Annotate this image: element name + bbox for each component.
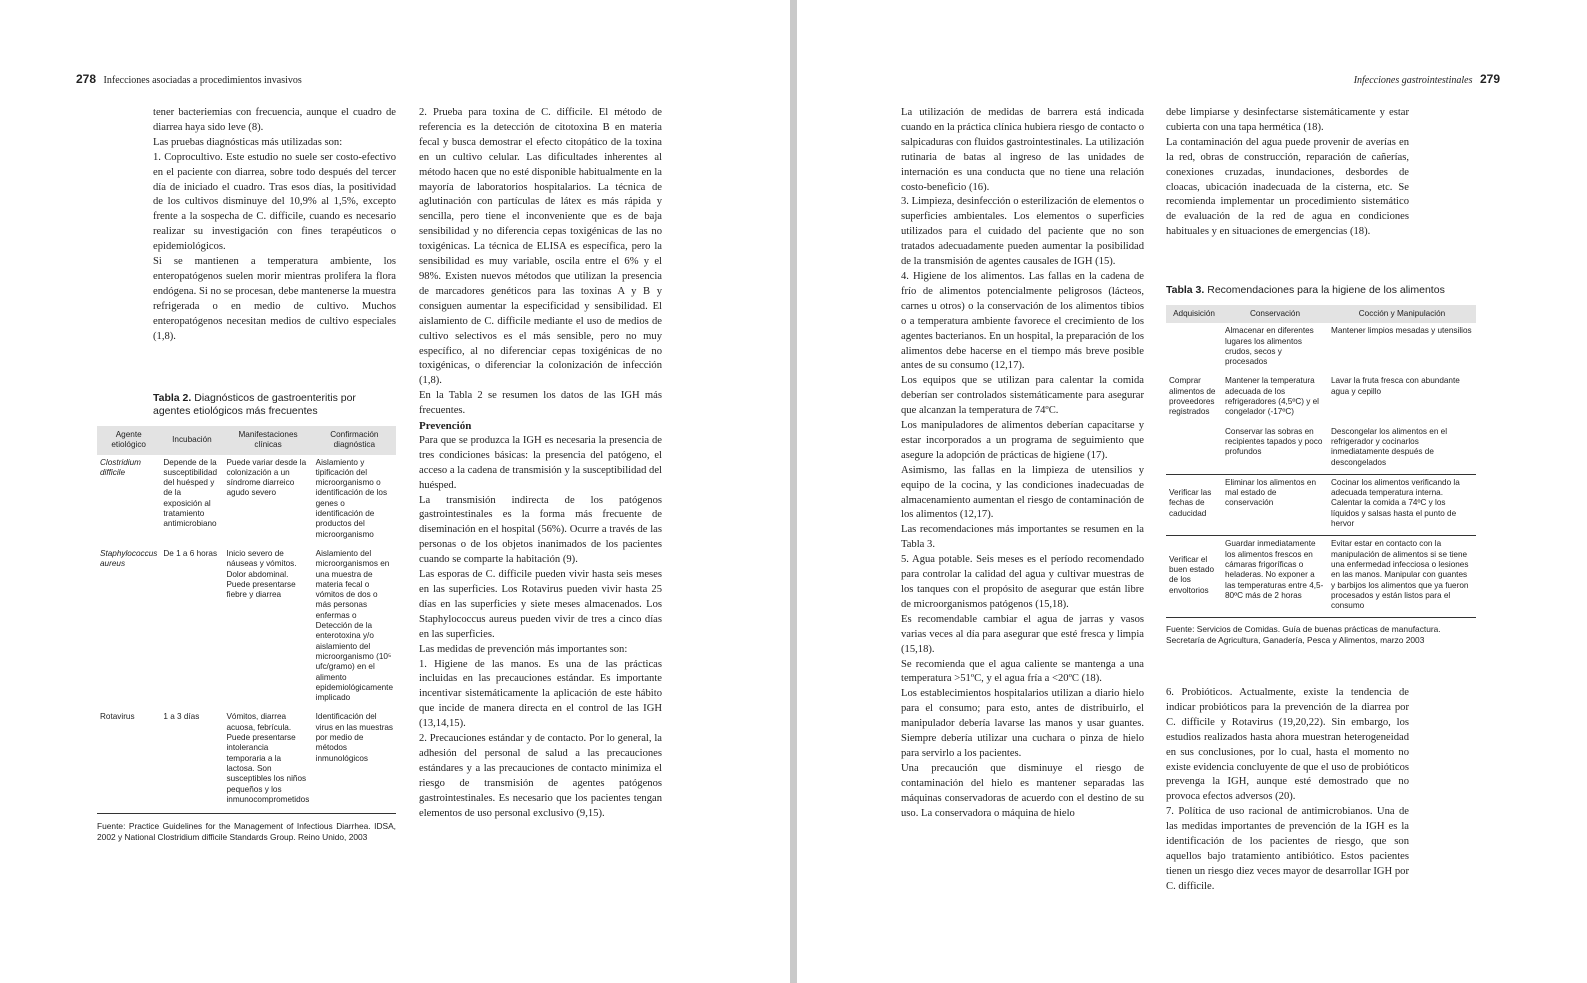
table-header: Agente etiológico (97, 426, 160, 455)
paragraph: En la Tabla 2 se resumen los datos de las IGH más frecuentes. (419, 390, 662, 417)
paragraph: Si se mantienen a temperatura ambiente, los enteropatógenos suelen morir mientras prolifera la flora endógena. Si no se procesan, debe mantenerse la muestra refrigerada o en medio de cultivo. Muchos enteropatógenos necesitan medios de cultivo especiales (1,8). (153, 256, 396, 342)
paragraph: 3. Limpieza, desinfección o esterilización de elementos o superficies ambientales. Los elementos o superficies utilizados para el cuidado del paciente que no son tratados adecuadamente pueden aumentar la posibilidad de la transmisión de agentes causales de IGH (15). (901, 196, 1144, 268)
right-column-1 (901, 106, 1144, 822)
table-row: Conservar las sobras en recipientes tapados y poco profundos Descongelar los alimentos en el refrigerador y cocinarlos inmediatamente después de descongelados (1225, 426, 1448, 467)
table-2-block (97, 392, 396, 842)
page-number: 279 (1479, 72, 1500, 86)
paragraph: debe limpiarse y desinfectarse sistemáticamente y estar cubierta con una tapa hermética (18). (1166, 107, 1409, 133)
paragraph: Las medidas de prevención más importantes son: (419, 643, 628, 655)
table-header: Conservación (1222, 305, 1328, 323)
running-title: Infecciones gastrointestinales (1353, 75, 1473, 86)
table-header: Adquisición (1166, 305, 1222, 323)
paragraph: La transmisión indirecta de los patógenos gastrointestinales es la forma más frecuente de diseminación en el hospital (56%). Ocurre a través de las personas o de los objetos inanimados de los pacientes cuando se comparte la habitación (9). (419, 494, 662, 566)
paragraph: Los establecimientos hospitalarios utilizan a diario hielo para el consumo; para esto, antes de distribuirlo, el manipulador debería lavarse las manos y usar guantes. Siempre debería utilizar una cuchara o pinza de hielo para servirlo a los pacientes. (901, 688, 1144, 759)
table-header: Confirmación diagnóstica (313, 426, 396, 455)
table-row: Mantener la temperatura adecuada de los refrigeradores (4,5ºC) y el congelador (-17ºC) Lavar la fruta fresca con abundante agua y cepillo (1225, 376, 1460, 417)
table-row: Verificar el buen estado de los envoltorios Guardar inmediatamente los alimentos frescos en cámaras frigoríficas o heladeras. No exponer a las temperaturas entre 4,5-80ºC más de 2 horas Evitar estar en contacto con la manipulación de alimentos si se tiene una enfermedad infecciosa o lesiones en las manos. Manipular con guantes y barbijos los alimentos que ya fueron procesados y están listos para el consumo (1166, 536, 1476, 618)
paragraph: 4. Higiene de los alimentos. Las fallas en la cadena de frío de alimentos potencialmente peligrosos (lácteos, carnes u otros) o la conservación de los alimentos tibios o a temperatura ambiente favorece el crecimiento de los agentes bacterianos. En un hospital, la preparación de los alimentos debe hacerse en el tiempo más breve posible antes de su consumo (12,17). (901, 270, 1144, 372)
table-source: Fuente: Servicios de Comidas. Guía de buenas prácticas de manufactura. Secretaría de Agricultura, Ganadería, Pesca y Alimentos, marzo 2003 (1166, 624, 1441, 645)
table-caption: Tabla 2. Diagnósticos de gastroenteritis por agentes etiológicos más frecuentes (153, 392, 356, 417)
paragraph: Una precaución que disminuye el riesgo de contaminación del hielo es mantener separadas las máquinas conservadoras de acuerdo con el destino de su uso. La conservadora o máquina de hielo (901, 762, 1144, 819)
paragraph: Las esporas de C. difficile pueden vivir hasta seis meses en las superficies. Los Rotavirus pueden vivir hasta 25 días en las superficies y siete meses almacenados. Los Staphylococcus aureus pueden vivir de tres a cinco días en las superficies. (419, 569, 662, 640)
paragraph: Es recomendable cambiar el agua de jarras y vasos varias veces al día para asegurar que esté fresca y limpia (15,18). (901, 613, 1144, 655)
table-header: Cocción y Manipulación (1328, 305, 1476, 323)
paragraph: Para que se produzca la IGH es necesaria la presencia de tres condiciones básicas: la presencia del patógeno, el acceso a la cadena de transmisión y la susceptibilidad del huésped. (419, 434, 662, 491)
table-row: Verificar las fechas de caducidad Eliminar los alimentos en mal estado de conservación Cocinar los alimentos verificando la adecuada temperatura interna. Calentar la comida a 74ºC y los líquidos y salsas hasta el punto de hervor (1166, 474, 1476, 535)
table-row: Comprar alimentos de proveedores registrados Almacenar en diferentes lugares los alimentos crudos, secos y procesados Mantener limpios mesadas y utensilios (1169, 326, 1472, 417)
table-header: Incubación (160, 426, 223, 455)
paragraph: 5. Agua potable. Seis meses es el período recomendado para controlar la calidad del agua y cultivar muestras de los tanques con el propósito de asegurar que están libre de microorganismos patógenos (15,18). (901, 554, 1144, 610)
paragraph: Los equipos que se utilizan para calentar la comida deberían ser controlados sistemáticamente para asegurar que alcanzan la temperatura de 74ºC. (901, 375, 1144, 417)
table-3-block (1166, 284, 1476, 645)
page-number: 278 (76, 72, 97, 86)
right-page (797, 0, 1587, 983)
table-header: Manifestaciones clínicas (223, 426, 312, 455)
paragraph: Las pruebas diagnósticas más utilizadas son: (153, 136, 343, 148)
paragraph: 7. Política de uso racional de antimicrobianos. Una de las medidas importantes de prevención de la IGH es la identificación de los pacientes de riesgo, que son aquellos bajo tratamiento antibiótico. Estos pacientes tienen un riesgo diez veces mayor de desarrollar IGH por C. difficile. (1166, 806, 1409, 892)
paragraph: Las recomendaciones más importantes se resumen en la Tabla 3. (901, 524, 1144, 551)
table-row: Clostridium difficile Depende de la susceptibilidad del huésped y de la exposición al tratamiento antimicrobiano Puede variar desde la colonización a un síndrome diarreico agudo severo Aislamiento y tipificación del microorganismo o identificación de los genes o identificación de productos del microorganismo (100, 457, 388, 539)
right-column-2 (1166, 106, 1409, 240)
left-page-header (76, 72, 302, 86)
right-column-2-continued (1166, 686, 1409, 895)
section-heading: Prevención (419, 420, 472, 433)
table-row: Rotavirus 1 a 3 días Vómitos, diarrea acuosa, febrícula. Puede presentarse intolerancia temporaria a la lactosa. Son susceptibles los niños pequeños y los inmunocomprometidos Identificación del virus en las muestras por medio de métodos inmunológicos (100, 712, 393, 804)
paragraph: Asimismo, las fallas en la limpieza de utensilios y equipo de la cocina, y las condiciones inadecuadas de almacenamiento aumentan el riesgo de contaminación de los alimentos (12,17). (901, 464, 1144, 521)
table-source: Fuente: Practice Guidelines for the Management of Infectious Diarrhea. IDSA, 2002 y National Clostridium difficile Standards Group. Reino Unido, 2003 (97, 821, 396, 842)
paragraph: 1. Coprocultivo. Este estudio no suele ser costo-efectivo en el paciente con diarrea, sobre todo después del tercer día de iniciado el cuadro. Tras esos días, la positividad de los cultivos disminuye del 10,9% al 1,5%, excepto frente a la sospecha de C. difficile, cuando es necesario realizar su investigación con fines terapéuticos o epidemiológicos. (153, 151, 396, 253)
left-page (0, 0, 790, 983)
paragraph: 2. Prueba para toxina de C. difficile. El método de referencia es la detección de citotoxina B en materia fecal y busca demostrar el efecto citopático de la toxina en un cultivo celular. Las dificultades inherentes al método hacen que no esté disponible habitualmente en la mayoría de laboratorios hospitalarios. La técnica de aglutinación con partículas de látex es más rápida y sencilla, pero tiene el inconveniente que es de baja sensibilidad y no diferencia cepas toxigénicas de las no toxigénicas. La técnica de ELISA es específica, pero la sensibilidad es muy variable, oscila entre el 6% y el 98%. Existen nuevos métodos que utilizan la presencia de marcadores genéticos para las toxinas A y B y consiguen aumentar la especificidad y sensibilidad. El aislamiento de C. difficile mediante el uso de medios de cultivo selectivos es el más sensible, pero no muy específico, al no diferenciar cepas toxigénicas de no toxigénicas, o diferenciar la colonización de infección (1,8). (419, 107, 662, 387)
left-column-2 (419, 106, 662, 822)
table-2 (97, 426, 396, 811)
paragraph: 2. Precauciones estándar y de contacto. Por lo general, la adhesión del personal de salud a las precauciones estándares y a las precauciones de contacto minimiza el riesgo de transmisión de agentes patógenos gastrointestinales. Es necesario que los pacientes tengan elementos de uso personal exclusivo (9,15). (419, 733, 662, 819)
paragraph: 6. Probióticos. Actualmente, existe la tendencia de indicar probióticos para la prevención de la diarrea por C. difficile y Rotavirus (19,20,22). Sin embargo, los estudios realizados hasta ahora muestran heterogeneidad en sus conclusiones, por lo cual, hasta el momento no existe evidencia concluyente de que el uso de probióticos prevenga la IGH, aunque esté demostrado que no provoca efectos adversos (20). (1166, 687, 1409, 803)
running-title: Infecciones asociadas a procedimientos invasivos (103, 75, 302, 86)
paragraph: La contaminación del agua puede provenir de averías en la red, obras de construcción, reparación de cañerías, conexiones cruzadas, inundaciones, desbordes de cloacas, ubicación inadecuada de la cisterna, etc. Se recomienda implementar un procedimiento sistemático de evaluación de la red de agua en condiciones habituales y en situaciones de emergencias (18). (1166, 136, 1409, 238)
right-page-header (1354, 72, 1500, 86)
paragraph: Los manipuladores de alimentos deberían capacitarse y estar incorporados a un programa de seguimiento que asegure la adopción de prácticas de higiene (17). (901, 420, 1144, 461)
table-caption: Tabla 3. Recomendaciones para la higiene de los alimentos (1166, 284, 1445, 296)
paragraph: tener bacteriemias con frecuencia, aunque el cuadro de diarrea haya sido leve (8). (153, 107, 396, 133)
paragraph: 1. Higiene de las manos. Es una de las prácticas incluidas en las precauciones estándar. Es importante incentivar sistemáticamente la aplicación de este hábito que incide de manera directa en el control de las IGH (13,14,15). (419, 658, 662, 730)
table-3 (1166, 305, 1476, 617)
book-gutter (790, 0, 797, 983)
table-row: Staphylococcus aureus De 1 a 6 horas Inicio severo de náuseas y vómitos. Dolor abdominal. Puede presentarse fiebre y diarrea Aislamiento del microorganismos en una muestra de materia fecal o vómitos de dos o más personas enfermas o Detección de la enterotoxina y/o aislamiento del microorganismo (10⁵ ufc/gramo) en el alimento epidemiológicamente implicado (100, 548, 393, 703)
left-column-1 (153, 106, 396, 345)
paragraph: Se recomienda que el agua caliente se mantenga a una temperatura >51ºC, y el agua fría a <20ºC (18). (901, 658, 1144, 685)
paragraph: La utilización de medidas de barrera está indicada cuando en la práctica clínica hubiera riesgo de contacto o salpicaduras con fluidos gastrointestinales. La utilización rutinaria de batas al ingreso de las unidades de internación es una conducta que no tiene una relación costo-beneficio (16). (901, 107, 1144, 193)
